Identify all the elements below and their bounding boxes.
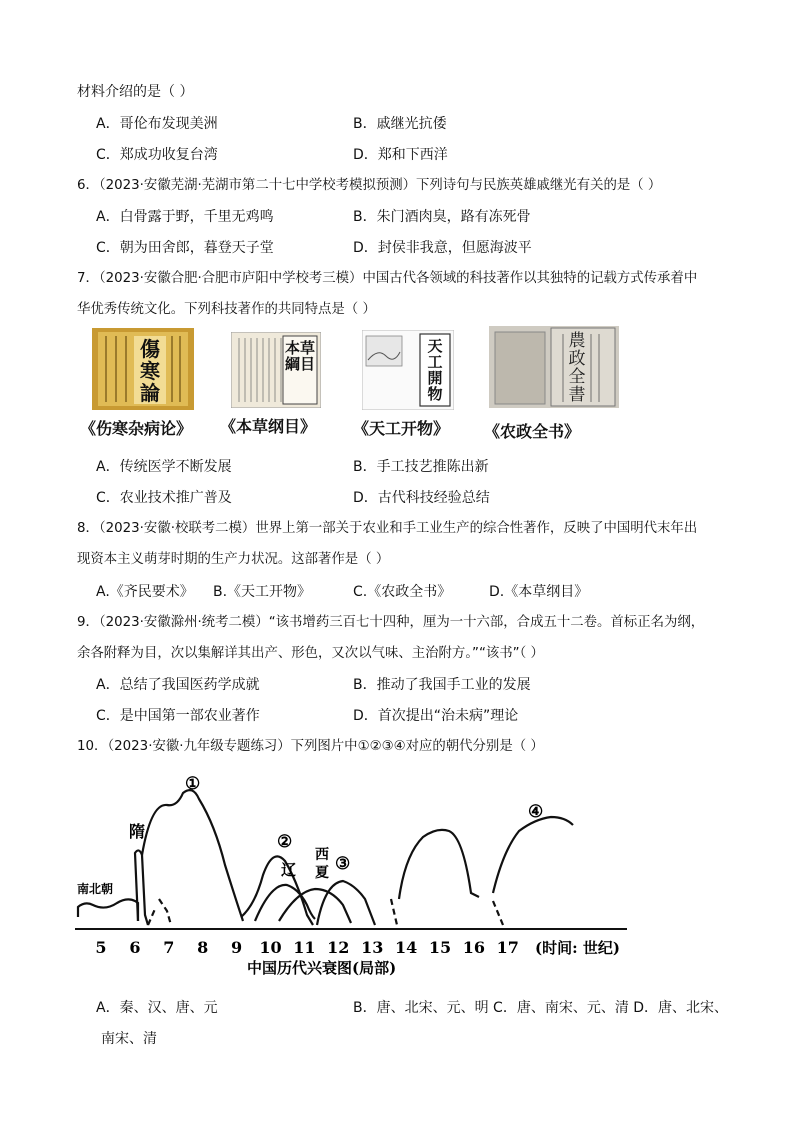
x-tick-label: 11 [293, 938, 316, 957]
q6-option-c: C．朝为田舍郎，暮登天子堂 [96, 240, 274, 256]
chart-title: 中国历代兴衰图(局部) [247, 959, 397, 977]
caption-tiangong: 《天工开物》 [353, 419, 450, 438]
q8-option-d: D.《本草纲目》 [489, 584, 589, 600]
question-9-stem-1: 9．（2023·安徽滁州·统考二模）“该书增药三百七十四种，厘为一十六部，合成五十二卷。首标正名为纲， [77, 615, 705, 630]
option-d: D．郑和下西洋 [353, 147, 448, 163]
x-tick-label: 15 [428, 938, 452, 957]
q8-option-b: B.《天工开物》 [213, 584, 312, 600]
rise-fall-chart [75, 765, 635, 980]
caption-bencao: 《本草纲目》 [220, 417, 317, 436]
question-9-stem-2: 余各附释为目，次以集解详其出产、形色，又次以气味、主治附方。”“该书”（ ） [77, 646, 544, 661]
option-c: C．郑成功收复台湾 [96, 147, 218, 163]
x-tick-label: 8 [197, 938, 209, 957]
book-cover-title-tiangong: 天工開物 [427, 337, 443, 403]
q10-options-bcd: B．唐、北宋、元、明 C．唐、南宋、元、清 D．唐、北宋、 [353, 1000, 729, 1016]
option-a: A．哥伦布发现美洲 [96, 116, 218, 132]
x-axis-label: (时间: 世纪) [535, 939, 620, 957]
x-tick-label: 13 [361, 938, 384, 957]
label-sui: 隋 [129, 822, 146, 841]
curve-tang [142, 790, 243, 921]
curve-beisong [241, 856, 313, 925]
q6-option-a: A．白骨露于野，千里无鸡鸣 [96, 209, 274, 225]
question-8-stem-1: 8．（2023·安徽·校联考二模）世界上第一部关于农业和手工业生产的综合性著作，反映了中国明代末年出 [77, 521, 698, 536]
option-b: B．戚继光抗倭 [353, 116, 447, 132]
q7-option-b: B．手工技艺推陈出新 [353, 459, 489, 475]
curve-nansong [317, 881, 375, 925]
x-tick-label: 12 [327, 938, 350, 957]
q10-options-a: A．秦、汉、唐、元 [96, 1000, 218, 1016]
book-cover-title-bencao: 本草綱目 [285, 339, 316, 373]
marker-2: ② [277, 832, 293, 852]
question-10-stem: 10．（2023·安徽·九年级专题练习）下列图片中①②③④对应的朝代分别是（ ） [77, 739, 544, 754]
label-xixia-2: 夏 [315, 865, 329, 881]
curve-liao [255, 885, 315, 921]
question-6-stem: 6．（2023·安徽芜湖·芜湖市第二十七中学校考模拟预测）下列诗句与民族英雄戚继光有关的是（ ） [77, 178, 662, 193]
book-image-nongzheng [489, 326, 619, 408]
marker-3: ③ [335, 854, 351, 874]
q10-options-line2: 南宋、清 [101, 1031, 157, 1047]
q9-option-d: D．首次提出“治未病”理论 [353, 708, 519, 724]
caption-shanghan: 《伤寒杂病论》 [80, 419, 193, 438]
marker-4: ④ [528, 802, 544, 822]
q7-option-a: A．传统医学不断发展 [96, 459, 232, 475]
marker-1: ① [185, 774, 201, 794]
x-tick-labels [95, 938, 519, 957]
q9-option-b: B．推动了我国手工业的发展 [353, 677, 531, 693]
curve-ming-dash [391, 899, 397, 925]
x-tick-label: 6 [129, 938, 141, 957]
book-image-bencao [231, 332, 321, 408]
label-liao: 辽 [281, 861, 297, 879]
q9-option-c: C．是中国第一部农业著作 [96, 708, 260, 724]
book-cover-title-nongzheng: 農政全書 [568, 331, 586, 405]
book-image-shanghan [92, 328, 194, 410]
label-nanbeichao: 南北朝 [77, 882, 114, 896]
question-8-stem-2: 现资本主义萌芽时期的生产力状况。这部著作是（ ） [77, 552, 390, 567]
x-tick-label: 7 [163, 938, 175, 957]
curve-qing [493, 817, 573, 893]
book-cover-title-shanghan: 傷寒論 [140, 337, 160, 405]
x-tick-label: 5 [95, 938, 107, 957]
intro-line: 材料介绍的是（ ） [77, 84, 194, 100]
x-tick-label: 9 [231, 938, 243, 957]
label-xixia-1: 西 [315, 847, 329, 863]
curve-sui [135, 850, 148, 925]
x-tick-label: 10 [259, 938, 282, 957]
curve-ming [399, 830, 479, 899]
q9-option-a: A．总结了我国医药学成就 [96, 677, 260, 693]
question-7-stem-1: 7．（2023·安徽合肥·合肥市庐阳中学校考三模）中国古代各领域的科技著作以其独特的记载方式传承着中 [77, 271, 698, 286]
q7-option-c: C．农业技术推广普及 [96, 490, 232, 506]
question-7-stem-2: 华优秀传统文化。下列科技著作的共同特点是（ ） [77, 302, 376, 317]
x-tick-label: 14 [394, 938, 418, 957]
q8-option-c: C.《农政全书》 [353, 584, 452, 600]
curve-qing-dash [493, 901, 503, 925]
curve-nanbeichao [78, 899, 138, 921]
book-image-tiangong [362, 330, 454, 410]
q7-option-d: D．古代科技经验总结 [353, 490, 490, 506]
x-tick-label: 16 [462, 938, 486, 957]
x-tick-label: 17 [496, 938, 519, 957]
q8-option-a: A.《齐民要术》 [96, 584, 194, 600]
q6-option-d: D．封侯非我意，但愿海波平 [353, 240, 532, 256]
caption-nongzheng: 《农政全书》 [484, 422, 581, 441]
curve-tang-dash [148, 899, 171, 925]
q6-option-b: B．朱门酒肉臭，路有冻死骨 [353, 209, 531, 225]
